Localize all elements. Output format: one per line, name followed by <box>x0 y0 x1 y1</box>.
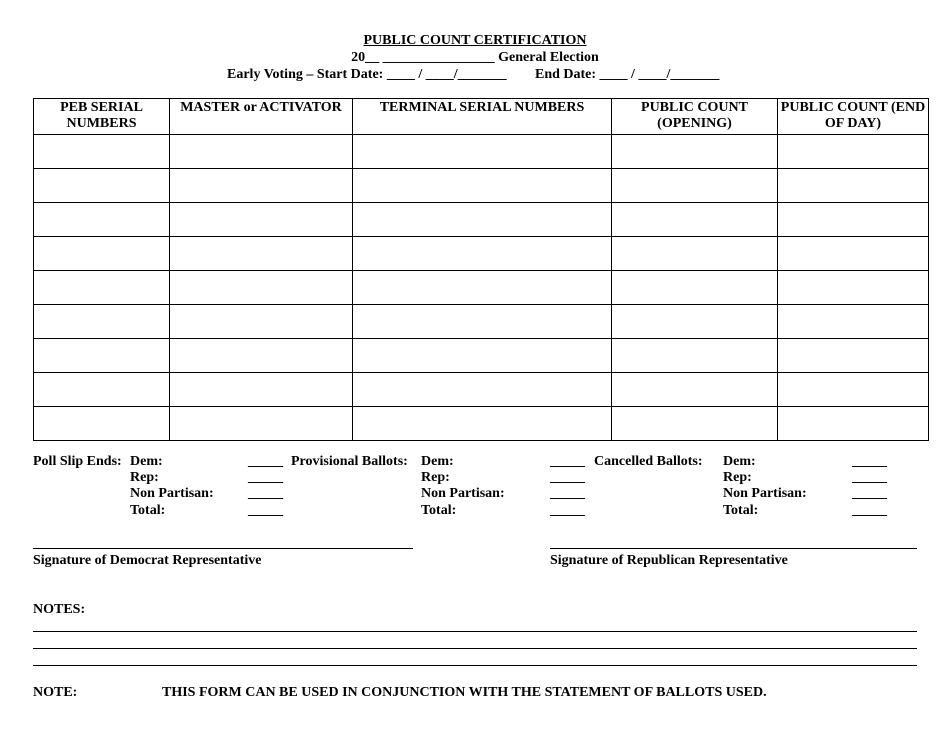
terminal-serial-numbers-cell[interactable] <box>353 237 612 271</box>
public-count-opening-cell[interactable] <box>612 135 778 169</box>
provisional-non-partisan-label: Non Partisan: <box>421 486 505 501</box>
master-or-activator-cell[interactable] <box>170 271 353 305</box>
democrat-signature-label: Signature of Democrat Representative <box>33 553 262 568</box>
terminal-serial-numbers-cell[interactable] <box>353 373 612 407</box>
table-row <box>34 339 929 373</box>
cancelled-total-field[interactable]: _____ <box>852 503 887 518</box>
public-count-opening-cell[interactable] <box>612 271 778 305</box>
table-header-row <box>34 99 929 135</box>
republican-signature-line[interactable] <box>550 548 917 549</box>
poll-slip-non-partisan-field[interactable]: _____ <box>248 486 283 501</box>
public-count-end-of-day-cell[interactable] <box>778 135 929 169</box>
master-or-activator-cell[interactable] <box>170 373 353 407</box>
master-or-activator-cell[interactable] <box>170 203 353 237</box>
public-count-end-of-day-cell[interactable] <box>778 339 929 373</box>
poll-slip-dem-field[interactable]: _____ <box>248 454 283 469</box>
early-voting-start-date: Early Voting – Start Date: ____ / ____/_______ <box>227 67 507 82</box>
master-or-activator-cell[interactable] <box>170 135 353 169</box>
provisional-total-label: Total: <box>421 503 457 518</box>
public-count-end-of-day-cell[interactable] <box>778 373 929 407</box>
master-or-activator-cell[interactable] <box>170 169 353 203</box>
column-header-terminal-serial-numbers: TERMINAL SERIAL NUMBERS <box>353 99 612 135</box>
peb-serial-number-cell[interactable] <box>34 305 170 339</box>
poll-slip-ends-label: Poll Slip Ends: <box>33 454 122 469</box>
peb-serial-number-cell[interactable] <box>34 169 170 203</box>
cancelled-non-partisan-field[interactable]: _____ <box>852 486 887 501</box>
provisional-total-field[interactable]: _____ <box>550 503 585 518</box>
notes-line[interactable] <box>33 665 917 666</box>
column-header-peb-serial-numbers: PEB SERIAL NUMBERS <box>34 99 170 135</box>
notes-label: NOTES: <box>33 602 86 617</box>
public-count-end-of-day-cell[interactable] <box>778 237 929 271</box>
public-count-opening-cell[interactable] <box>612 373 778 407</box>
master-or-activator-cell[interactable] <box>170 305 353 339</box>
early-voting-end-date: End Date: ____ / ____/_______ <box>535 67 720 82</box>
master-or-activator-cell[interactable] <box>170 237 353 271</box>
public-count-table <box>33 98 929 441</box>
public-count-end-of-day-cell[interactable] <box>778 169 929 203</box>
terminal-serial-numbers-cell[interactable] <box>353 169 612 203</box>
public-count-opening-cell[interactable] <box>612 203 778 237</box>
provisional-dem-field[interactable]: _____ <box>550 454 585 469</box>
table-row <box>34 271 929 305</box>
public-count-opening-cell[interactable] <box>612 169 778 203</box>
provisional-ballots-label: Provisional Ballots: <box>291 454 408 469</box>
table-row <box>34 169 929 203</box>
notes-line[interactable] <box>33 631 917 632</box>
table-row <box>34 407 929 441</box>
poll-slip-dem-label: Dem: <box>130 454 163 469</box>
provisional-dem-label: Dem: <box>421 454 454 469</box>
peb-serial-number-cell[interactable] <box>34 373 170 407</box>
public-count-end-of-day-cell[interactable] <box>778 305 929 339</box>
poll-slip-rep-label: Rep: <box>130 470 159 485</box>
cancelled-rep-label: Rep: <box>723 470 752 485</box>
public-count-end-of-day-cell[interactable] <box>778 407 929 441</box>
poll-slip-total-field[interactable]: _____ <box>248 503 283 518</box>
public-count-end-of-day-cell[interactable] <box>778 203 929 237</box>
terminal-serial-numbers-cell[interactable] <box>353 305 612 339</box>
terminal-serial-numbers-cell[interactable] <box>353 271 612 305</box>
table-row <box>34 203 929 237</box>
cancelled-non-partisan-label: Non Partisan: <box>723 486 807 501</box>
public-count-end-of-day-cell[interactable] <box>778 271 929 305</box>
column-header-public-count-end-of-day: PUBLIC COUNT (END OF DAY) <box>778 99 929 135</box>
cancelled-rep-field[interactable]: _____ <box>852 470 887 485</box>
terminal-serial-numbers-cell[interactable] <box>353 203 612 237</box>
table-row <box>34 305 929 339</box>
peb-serial-number-cell[interactable] <box>34 339 170 373</box>
republican-signature-label: Signature of Republican Representative <box>550 553 788 568</box>
public-count-opening-cell[interactable] <box>612 339 778 373</box>
poll-slip-rep-field[interactable]: _____ <box>248 470 283 485</box>
column-header-master-or-activator: MASTER or ACTIVATOR <box>170 99 353 135</box>
peb-serial-number-cell[interactable] <box>34 135 170 169</box>
terminal-serial-numbers-cell[interactable] <box>353 339 612 373</box>
master-or-activator-cell[interactable] <box>170 407 353 441</box>
election-line: 20__ ________________ General Election <box>351 50 599 65</box>
cancelled-total-label: Total: <box>723 503 759 518</box>
provisional-non-partisan-field[interactable]: _____ <box>550 486 585 501</box>
poll-slip-total-label: Total: <box>130 503 166 518</box>
terminal-serial-numbers-cell[interactable] <box>353 135 612 169</box>
public-count-opening-cell[interactable] <box>612 237 778 271</box>
form-title: PUBLIC COUNT CERTIFICATION <box>363 33 587 48</box>
cancelled-dem-label: Dem: <box>723 454 756 469</box>
notes-line[interactable] <box>33 648 917 649</box>
provisional-rep-label: Rep: <box>421 470 450 485</box>
provisional-rep-field[interactable]: _____ <box>550 470 585 485</box>
peb-serial-number-cell[interactable] <box>34 271 170 305</box>
footer-note-text: THIS FORM CAN BE USED IN CONJUNCTION WITH THE STATEMENT OF BALLOTS USED. <box>162 685 767 700</box>
footer-note-label: NOTE: <box>33 685 78 700</box>
peb-serial-number-cell[interactable] <box>34 407 170 441</box>
democrat-signature-line[interactable] <box>33 548 413 549</box>
table-row <box>34 135 929 169</box>
peb-serial-number-cell[interactable] <box>34 237 170 271</box>
cancelled-dem-field[interactable]: _____ <box>852 454 887 469</box>
peb-serial-number-cell[interactable] <box>34 203 170 237</box>
column-header-public-count-opening: PUBLIC COUNT (OPENING) <box>612 99 778 135</box>
master-or-activator-cell[interactable] <box>170 339 353 373</box>
terminal-serial-numbers-cell[interactable] <box>353 407 612 441</box>
table-row <box>34 237 929 271</box>
public-count-opening-cell[interactable] <box>612 305 778 339</box>
table-row <box>34 373 929 407</box>
cancelled-ballots-label: Cancelled Ballots: <box>594 454 703 469</box>
poll-slip-non-partisan-label: Non Partisan: <box>130 486 214 501</box>
public-count-opening-cell[interactable] <box>612 407 778 441</box>
